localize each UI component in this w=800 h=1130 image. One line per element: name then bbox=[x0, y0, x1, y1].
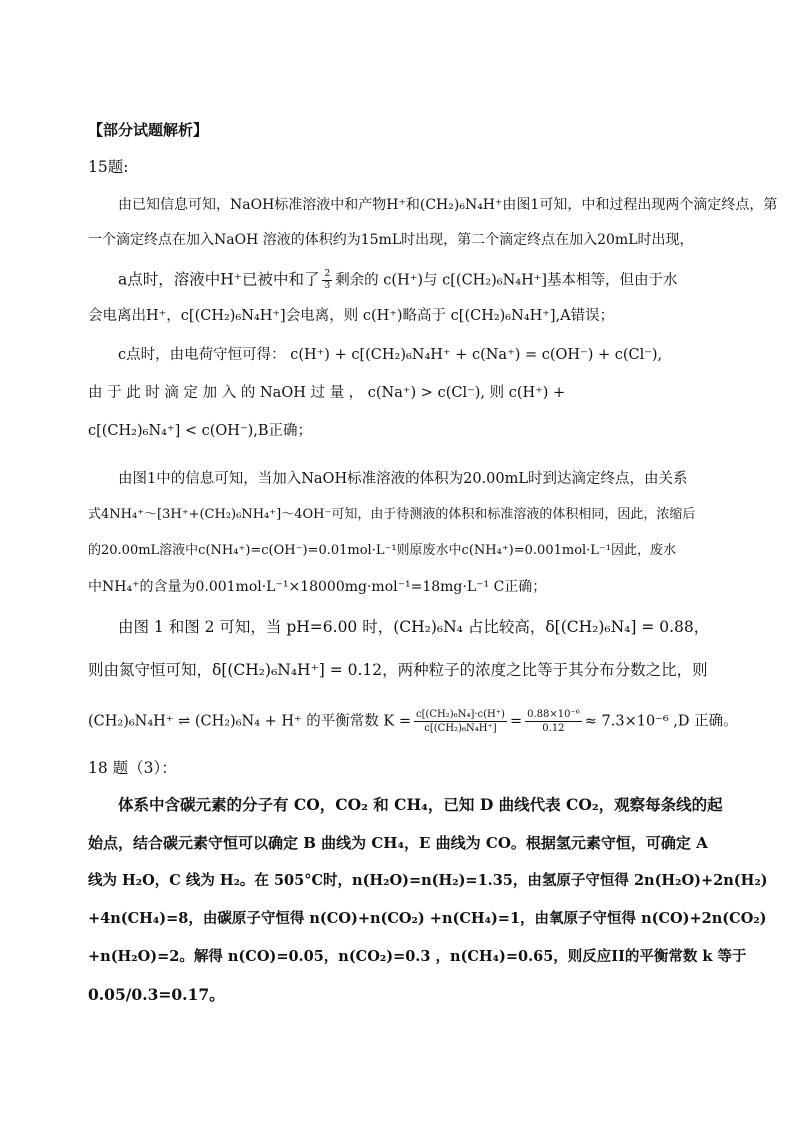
paragraph-2-line-2: 会电离出H⁺，c[(CH₂)₆N₄H⁺]会电离，则 c(H⁺)略高于 c[(CH₂)₆N₄H⁺],A错误； bbox=[88, 308, 615, 324]
paragraph-4-line-1: 由图1中的信息可知，当加入NaOH标准溶液的体积为20.00mL时到达滴定终点，由关系 bbox=[118, 471, 688, 487]
paragraph-6-line-4: +4n(CH₄)=8，由碳原子守恒得 n(CO)+n(CO₂) +n(CH₄)=1，由氧原子守恒得 n(CO)+2n(CO₂) bbox=[88, 910, 767, 927]
paragraph-3-line-1: c点时，由电荷守恒可得： c(H⁺) + c[(CH₂)₆N₄H⁺ + c(Na⁺) = c(OH⁻) + c(Cl⁻), bbox=[118, 347, 663, 363]
fraction-denominator: 3 bbox=[324, 281, 331, 291]
paragraph-4-line-4: 中NH₄⁺的含量为0.001mol·L⁻¹×18000mg·mol⁻¹=18mg·L⁻¹ C正确； bbox=[88, 579, 547, 595]
fraction-numerator: 2 bbox=[324, 269, 331, 279]
paragraph-6-line-1: 体系中含碳元素的分子有 CO，CO₂ 和 CH₄，已知 D 曲线代表 CO₂，观察每条线的起 bbox=[118, 795, 723, 814]
paragraph-6-line-6: 0.05/0.3=0.17。 bbox=[88, 985, 225, 1004]
paragraph-2-text-a: a点时，溶液中H⁺已被中和了 bbox=[118, 270, 320, 289]
paragraph-1-line-2: 一个滴定终点在加入NaOH 溶液的体积约为15mL时出现，第二个滴定终点在加入20mL时出现， bbox=[88, 232, 694, 248]
paragraph-4-line-2: 式4NH₄⁺～[3H⁺+(CH₂)₆NH₄⁺]～4OH⁻可知，由于待测液的体积和标准溶液的体积相同，因此，浓缩后 bbox=[88, 507, 696, 522]
paragraph-5-line-2: 则由氮守恒可知，δ[(CH₂)₆N₄H⁺] = 0.12，两种粒子的浓度之比等于其分布分数之比，则 bbox=[88, 661, 708, 679]
paragraph-2-text-b: 剩余的 c(H⁺)与 c[(CH₂)₆N₄H⁺]基本相等，但由于水 bbox=[335, 272, 678, 289]
equilibrium-reaction: (CH₂)₆N₄H⁺ ⇌ (CH₂)₆N₄ + H⁺ 的平衡常数 K = bbox=[88, 713, 411, 730]
k-result: ≈ 7.3×10⁻⁶ ,D 正确。 bbox=[584, 713, 738, 730]
equals-sign: = bbox=[509, 713, 523, 730]
paragraph-6-line-2: 始点，结合碳元素守恒可以确定 B 曲线为 CH₄，E 曲线为 CO。根据氢元素守恒，可确定 A bbox=[88, 834, 708, 852]
paragraph-6-line-5: +n(H₂O)=2。解得 n(CO)=0.05，n(CO₂)=0.3 ，n(CH₄)=0.65，则反应II的平衡常数 k 等于 bbox=[88, 948, 747, 965]
paragraph-4-line-3: 的20.00mL溶液中c(NH₄⁺)=c(OH⁻)=0.01mol·L⁻¹则原废水中c(NH₄⁺)=0.001mol·L⁻¹因此，废水 bbox=[88, 543, 677, 558]
k-value-denominator: 0.12 bbox=[542, 723, 565, 734]
paragraph-5-line-3 bbox=[88, 708, 738, 735]
k-numerator: c[(CH₂)₆N₄]·c(H⁺) bbox=[416, 709, 505, 720]
paragraph-2-line-1 bbox=[118, 269, 728, 292]
paragraph-3-line-2: 由 于 此 时 滴 定 加 入 的 NaOH 过 量 ， c(Na⁺) > c(Cl⁻), 则 c(H⁺) + bbox=[88, 385, 566, 401]
k-denominator: c[(CH₂)₆N₄H⁺] bbox=[424, 723, 497, 734]
paragraph-3-line-3: c[(CH₂)₆N₄⁺] < c(OH⁻),B正确； bbox=[88, 423, 313, 439]
question-18-label: 18 题（3）： bbox=[88, 759, 177, 777]
k-value-numerator: 0.88×10⁻⁶ bbox=[527, 709, 580, 720]
k-expression-fraction bbox=[414, 708, 507, 735]
fraction-two-thirds bbox=[322, 269, 332, 292]
k-value-fraction bbox=[525, 708, 582, 735]
question-15-label: 15题: bbox=[88, 158, 129, 176]
paragraph-1-line-1: 由已知信息可知，NaOH标准溶液中和产物H⁺和(CH₂)₆N₄H⁺由图1可知，中和过程出现两个滴定终点，第 bbox=[118, 197, 778, 213]
paragraph-6-line-3: 线为 H₂O，C 线为 H₂。在 505°C时，n(H₂O)=n(H₂)=1.35，由氢原子守恒得 2n(H₂O)+2n(H₂) bbox=[88, 872, 768, 889]
paragraph-5-line-1: 由图 1 和图 2 可知，当 pH=6.00 时，(CH₂)₆N₄ 占比较高，δ[(CH₂)₆N₄] = 0.88， bbox=[118, 618, 710, 636]
section-heading: 【部分试题解析】 bbox=[88, 121, 209, 139]
